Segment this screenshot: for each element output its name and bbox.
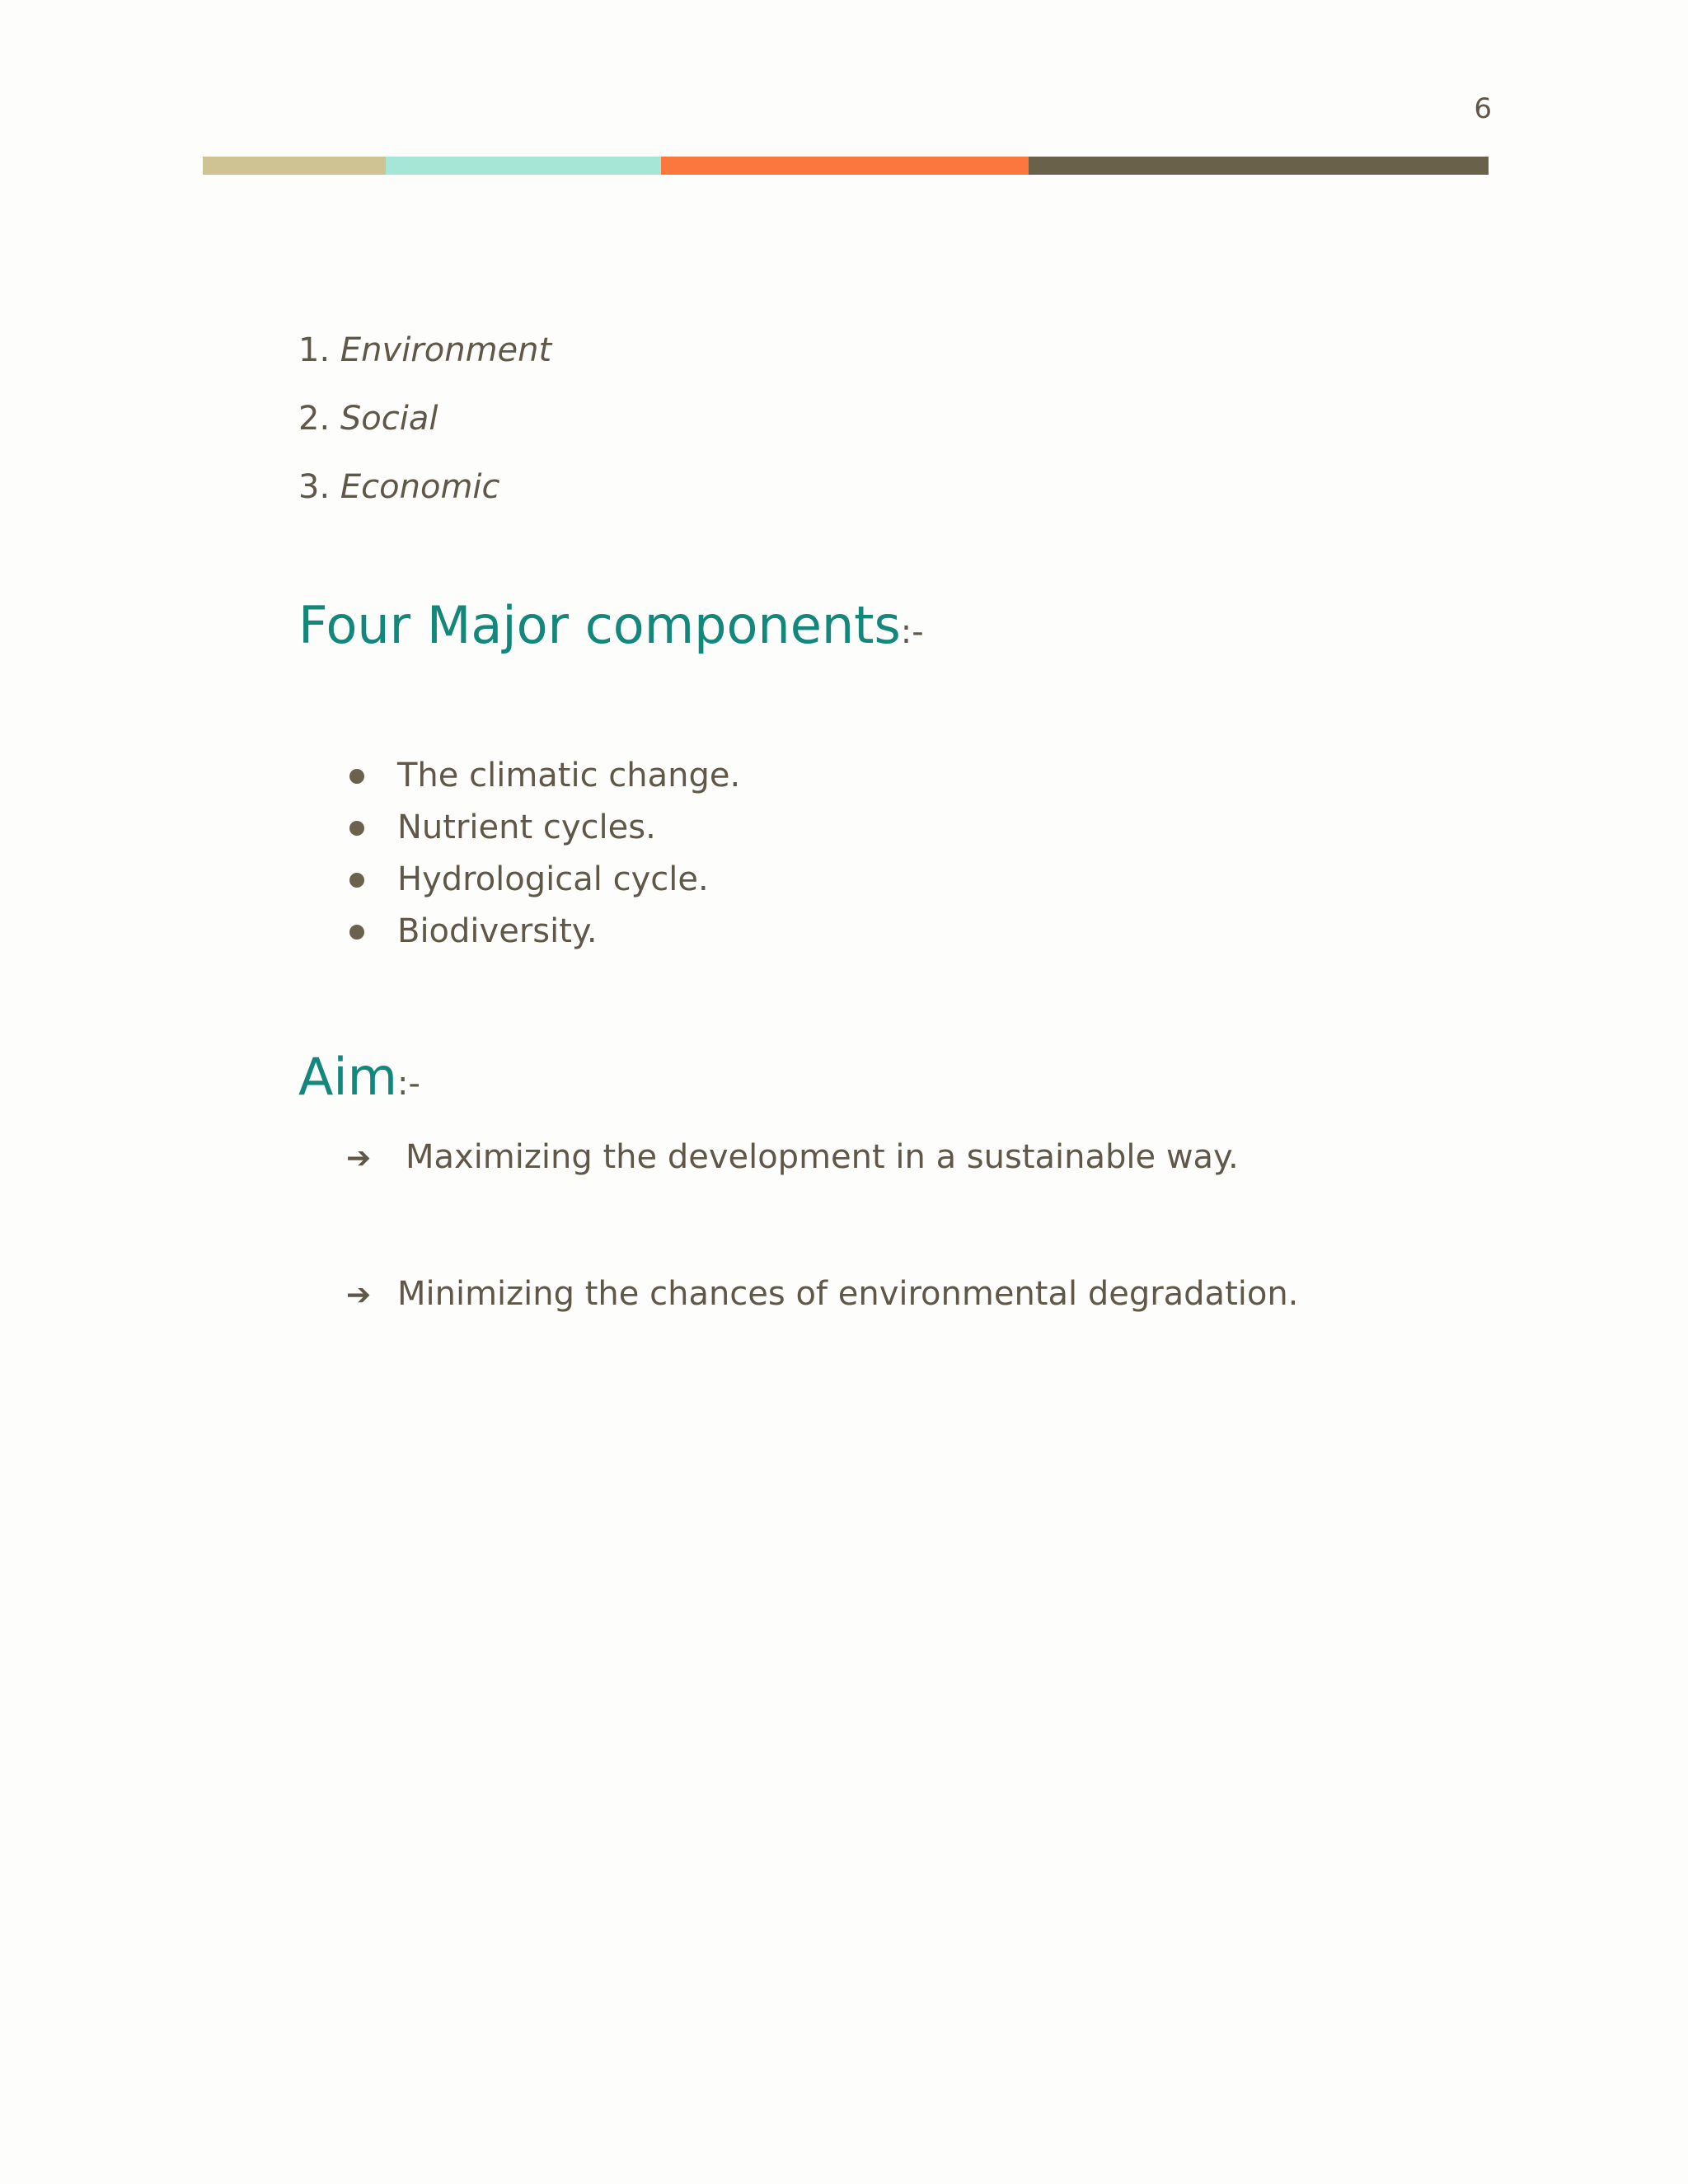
bullet-icon: [349, 925, 364, 940]
right-arrow-icon: ➔: [346, 1278, 372, 1312]
aim-item-text: Maximizing the development in a sustainable way.: [406, 1138, 1239, 1176]
aim-item: [346, 1269, 1298, 1320]
aim-heading-suffix: :-: [397, 1065, 420, 1103]
list-number: 1.: [298, 331, 331, 369]
list-item: [346, 802, 740, 854]
list-number: 3.: [298, 468, 331, 506]
color-bar-segment-aqua: [386, 157, 661, 175]
color-bar-segment-orange: [661, 157, 1029, 175]
list-item: [298, 453, 551, 522]
decorative-color-bar: [203, 157, 1489, 175]
list-item-text: The climatic change.: [397, 757, 741, 794]
aim-heading: [298, 1042, 420, 1119]
list-item-text: Social: [340, 400, 438, 438]
list-item-text: Biodiversity.: [397, 912, 598, 950]
list-number: 2.: [298, 400, 331, 438]
bullet-icon: [349, 821, 364, 836]
aim-item: [346, 1132, 1239, 1183]
page-number: 6: [1474, 92, 1492, 125]
components-heading-suffix: :-: [900, 613, 924, 651]
bullet-icon: [349, 873, 364, 888]
list-item-text: Nutrient cycles.: [397, 808, 656, 846]
color-bar-segment-tan: [203, 157, 386, 175]
aim-item-text: Minimizing the chances of environmental degradation.: [397, 1275, 1299, 1313]
bullet-icon: [349, 769, 364, 784]
list-item: [298, 385, 551, 453]
components-list: [346, 750, 740, 958]
list-item: [346, 854, 740, 906]
components-heading-text: Four Major components: [298, 595, 901, 655]
list-item: [346, 750, 740, 802]
aim-heading-text: Aim: [298, 1047, 398, 1107]
pillars-list: [298, 316, 551, 522]
list-item: [346, 906, 740, 958]
list-item-text: Environment: [340, 331, 552, 369]
list-item-text: Hydrological cycle.: [397, 860, 709, 898]
components-heading: [298, 590, 924, 668]
list-item-text: Economic: [340, 468, 500, 506]
right-arrow-icon: ➔: [346, 1141, 372, 1175]
color-bar-segment-brown: [1029, 157, 1489, 175]
list-item: [298, 316, 551, 385]
